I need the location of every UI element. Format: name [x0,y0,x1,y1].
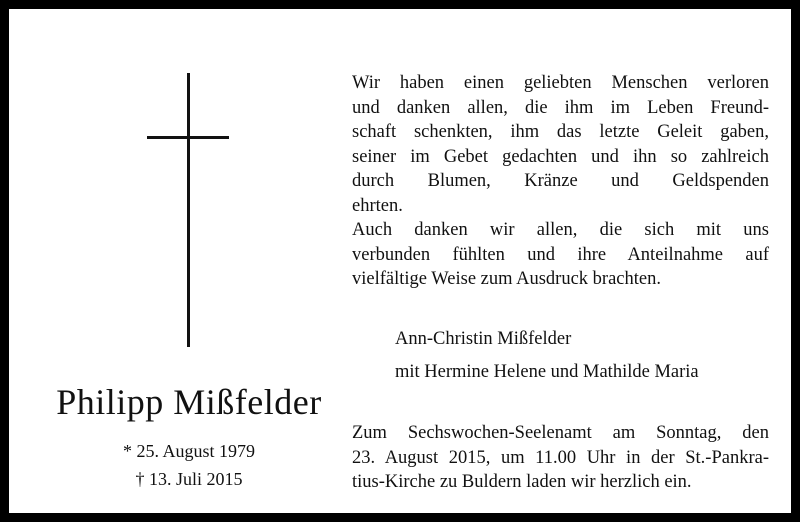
text-line: 23. August 2015, um 11.00 Uhr in der St.-Pankra- [352,447,769,468]
cross-vertical-bar [187,73,190,347]
birth-date: * 25. August 1979 [122,441,255,461]
memorial-service-paragraph [352,421,769,495]
thanks-paragraph [352,71,769,219]
death-date: † 13. Juli 2015 [135,469,243,489]
cross-horizontal-bar [147,136,229,139]
signatory-family: mit Hermine Helene und Mathilde Maria [395,362,699,382]
text-line: tius-Kirche zu Buldern laden wir herzlich ein. [352,472,692,493]
signatory-primary: Ann-Christin Mißfelder [395,329,572,349]
deceased-name: Philipp Mißfelder [56,382,322,422]
text-line: seiner im Gebet gedachten und ihn so zahlreich [352,146,769,167]
text-line: Auch danken wir allen, die sich mit uns [352,220,769,240]
text-line: durch Blumen, Kränze und Geldspenden [352,171,769,192]
text-line: und danken allen, die ihm im Leben Freund- [352,97,769,118]
text-line: schaft schenkten, ihm das letzte Geleit gaben, [352,122,769,143]
life-dates [39,437,339,493]
text-line: Zum Sechswochen-Seelenamt am Sonntag, den [352,423,769,443]
second-thanks-paragraph [352,218,769,292]
text-line: verbunden fühlten und ihre Anteilnahme auf [352,244,769,265]
text-line: vielfältige Weise zum Ausdruck brachten. [352,269,661,290]
text-line: ehrten. [352,195,403,216]
text-line: Wir haben einen geliebten Menschen verloren [352,73,769,93]
